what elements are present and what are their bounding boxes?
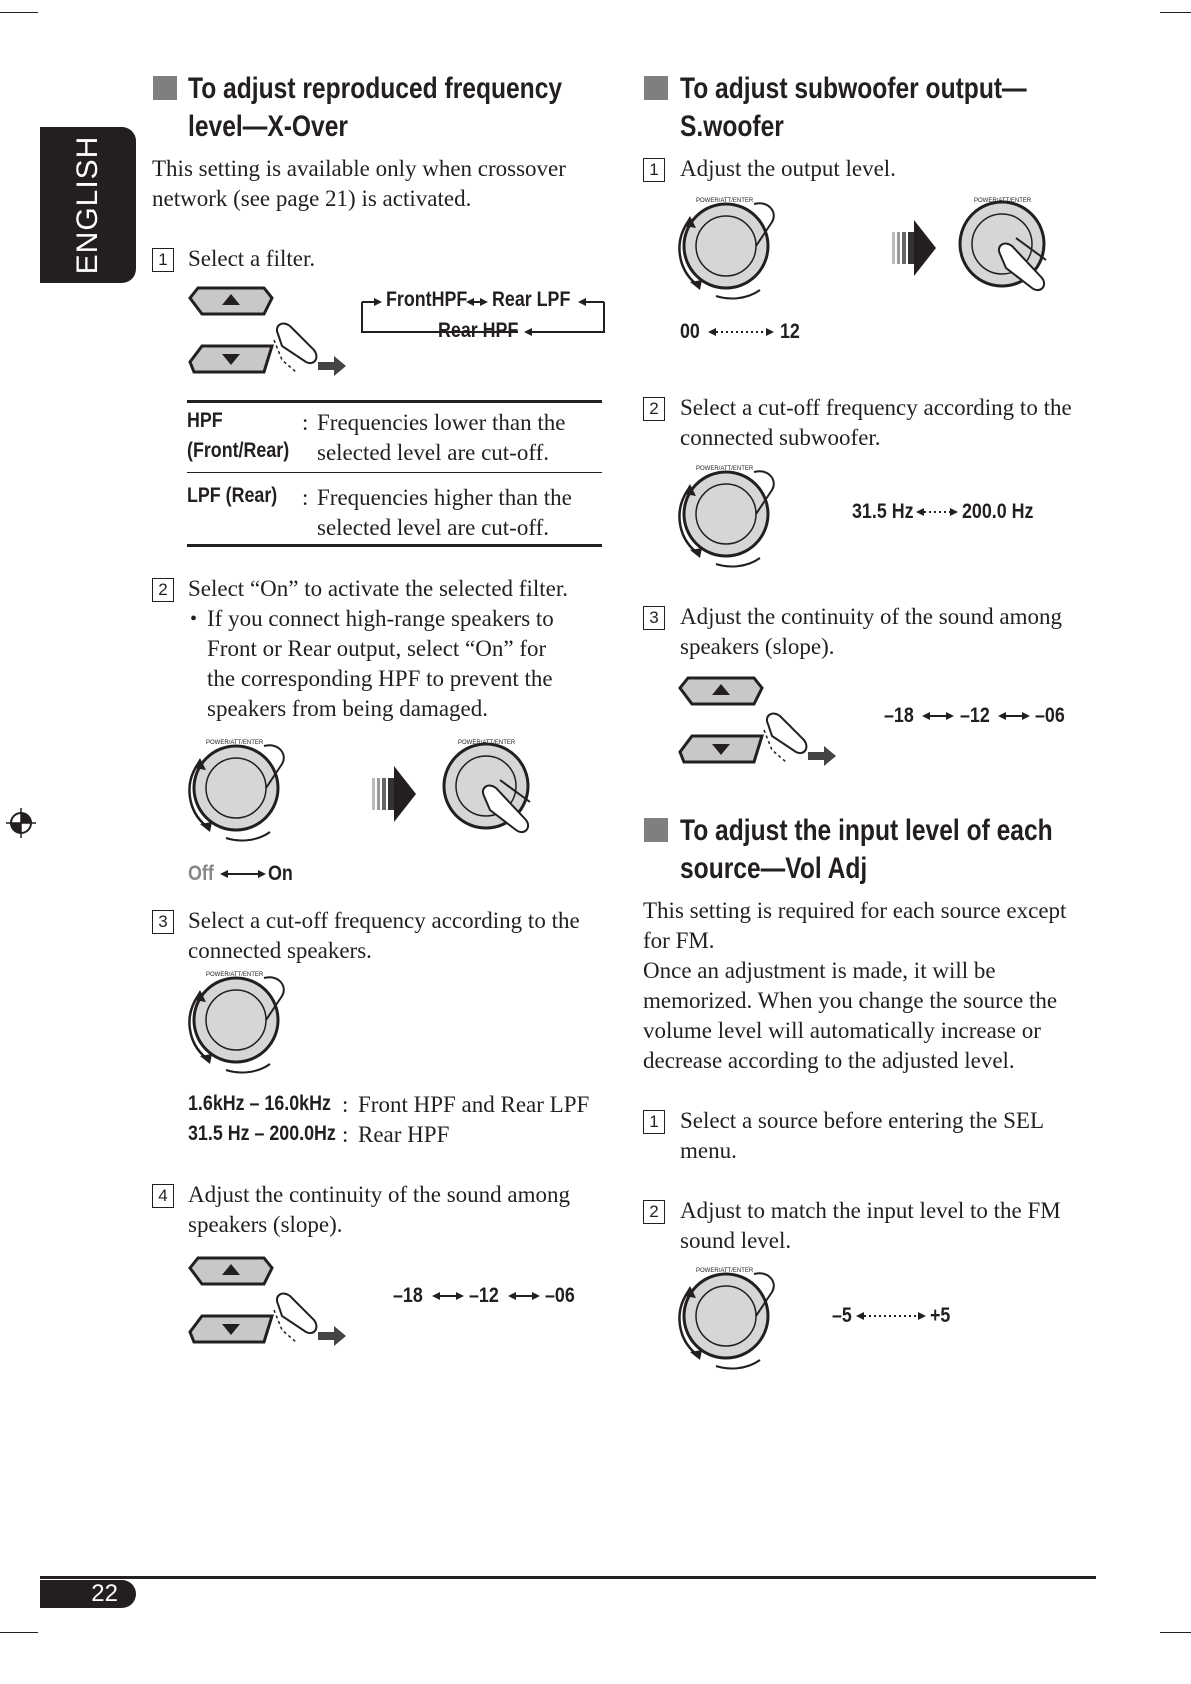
finger-press-icon bbox=[764, 714, 836, 766]
up-down-buttons-illustration bbox=[186, 284, 356, 380]
step-text: Select a filter. bbox=[188, 246, 316, 271]
text-line: selected level are cut-off. bbox=[317, 515, 549, 540]
crop-mark bbox=[1160, 1632, 1191, 1633]
text-line: the corresponding HPF to prevent the bbox=[207, 666, 553, 691]
arrow-right-icon bbox=[372, 764, 420, 830]
double-arrow-dotted-icon bbox=[916, 504, 958, 520]
slope-value: –12 bbox=[469, 1284, 499, 1307]
crop-mark bbox=[0, 1632, 38, 1633]
double-arrow-icon bbox=[508, 1288, 540, 1304]
language-tab bbox=[40, 127, 136, 283]
freq-colon: : bbox=[342, 1092, 349, 1117]
step-number: 1 bbox=[643, 1110, 665, 1134]
step-number: 2 bbox=[152, 578, 174, 602]
slope-value: –18 bbox=[884, 704, 914, 727]
step-number: 2 bbox=[643, 397, 665, 421]
slope-value: –18 bbox=[393, 1284, 423, 1307]
text-line: Adjust to match the input level to the FM bbox=[680, 1198, 1061, 1223]
table-term: (Front/Rear) bbox=[187, 439, 290, 462]
step-number: 3 bbox=[152, 910, 174, 934]
step-text: Select “On” to activate the selected filter. bbox=[188, 576, 568, 601]
rotary-knob-icon bbox=[676, 192, 796, 308]
range-max-label: 200.0 Hz bbox=[962, 500, 1034, 523]
text-line: If you connect high-range speakers to bbox=[207, 606, 554, 631]
table-desc bbox=[317, 483, 572, 543]
crop-mark bbox=[0, 12, 38, 13]
knob-label: POWER/ATT/ENTER bbox=[696, 198, 754, 204]
slope-value: –12 bbox=[960, 704, 990, 727]
cycle-label-fronthpf: FrontHPF bbox=[386, 288, 468, 311]
finger-press-icon bbox=[274, 324, 346, 376]
cycle-label-rearlpf: Rear LPF bbox=[492, 288, 571, 311]
text-line: decrease according to the adjusted level. bbox=[643, 1048, 1015, 1073]
up-button bbox=[680, 678, 762, 704]
voladj-paragraph bbox=[643, 896, 1066, 1076]
bullet-icon: • bbox=[190, 608, 198, 630]
heading-line: source—Vol Adj bbox=[680, 852, 868, 885]
step-text bbox=[680, 1106, 1044, 1166]
text-line: selected level are cut-off. bbox=[317, 440, 549, 465]
double-arrow-icon bbox=[220, 866, 266, 882]
knob-press-icon bbox=[440, 734, 560, 850]
up-down-buttons-illustration bbox=[186, 1254, 356, 1350]
text-line: Adjust the continuity of the sound among bbox=[680, 604, 1063, 629]
text-line: Once an adjustment is made, it will be bbox=[643, 958, 996, 983]
text-line: speakers (slope). bbox=[188, 1212, 343, 1237]
step-text: Adjust the output level. bbox=[680, 156, 896, 181]
text-line: connected subwoofer. bbox=[680, 425, 881, 450]
down-button bbox=[680, 736, 762, 762]
knob-label: POWER/ATT/ENTER bbox=[696, 466, 754, 472]
heading-line: To adjust the input level of each bbox=[680, 814, 1053, 847]
up-button bbox=[190, 288, 272, 314]
text-line: This setting is available only when crossover bbox=[152, 156, 566, 181]
heading-line: To adjust subwoofer output— bbox=[680, 72, 1027, 105]
rotary-knob-icon bbox=[186, 734, 306, 850]
heading-marker bbox=[644, 76, 668, 100]
table-rule bbox=[187, 400, 602, 403]
freq-colon: : bbox=[342, 1122, 349, 1147]
step-text bbox=[680, 393, 1072, 453]
text-line: Frequencies higher than the bbox=[317, 485, 572, 510]
text-line: Front or Rear output, select “On” for bbox=[207, 636, 547, 661]
knob-label: POWER/ATT/ENTER bbox=[974, 198, 1032, 204]
step-number: 1 bbox=[152, 248, 174, 272]
double-arrow-icon bbox=[922, 708, 954, 724]
table-term: LPF (Rear) bbox=[187, 484, 278, 507]
arrow-right-icon bbox=[892, 218, 940, 284]
step-number: 1 bbox=[643, 158, 665, 182]
knob-label: POWER/ATT/ENTER bbox=[206, 740, 264, 746]
section-heading-voladj bbox=[680, 812, 1053, 888]
freq-range: 1.6kHz – 16.0kHz bbox=[188, 1092, 331, 1115]
text-line: Adjust the continuity of the sound among bbox=[188, 1182, 571, 1207]
table-colon: : bbox=[302, 410, 309, 435]
step-number: 3 bbox=[643, 606, 665, 630]
range-on-label: On bbox=[268, 862, 293, 885]
text-line: speakers (slope). bbox=[680, 634, 835, 659]
knob-press-icon bbox=[956, 192, 1076, 308]
crop-mark bbox=[1160, 12, 1191, 13]
step-text bbox=[680, 602, 1062, 662]
text-line: volume level will automatically increase or bbox=[643, 1018, 1041, 1043]
down-button bbox=[190, 346, 272, 372]
rotary-knob-icon bbox=[676, 460, 796, 576]
text-line: Select a cut-off frequency according to the bbox=[680, 395, 1072, 420]
table-rule bbox=[187, 472, 602, 473]
step-text bbox=[680, 1196, 1061, 1256]
text-line: Frequencies lower than the bbox=[317, 410, 566, 435]
range-min-label: 31.5 Hz bbox=[852, 500, 914, 523]
text-line: for FM. bbox=[643, 928, 715, 953]
step-bullet bbox=[207, 604, 554, 724]
double-arrow-icon bbox=[432, 1288, 464, 1304]
finger-press-icon bbox=[274, 1294, 346, 1346]
up-button bbox=[190, 1258, 272, 1284]
heading-marker bbox=[644, 818, 668, 842]
step-number: 2 bbox=[643, 1200, 665, 1224]
double-arrow-dotted-icon bbox=[856, 1308, 926, 1324]
text-line: memorized. When you change the source the bbox=[643, 988, 1058, 1013]
down-button bbox=[190, 1316, 272, 1342]
rotary-knob-icon bbox=[186, 966, 306, 1082]
footer-rule bbox=[40, 1576, 1096, 1579]
xover-intro bbox=[152, 154, 566, 214]
heading-line: level—X-Over bbox=[188, 110, 348, 143]
step-text bbox=[188, 1180, 570, 1240]
text-line: network (see page 21) is activated. bbox=[152, 186, 472, 211]
freq-range: 31.5 Hz – 200.0Hz bbox=[188, 1122, 336, 1145]
cycle-label-rearhpf: Rear HPF bbox=[438, 319, 519, 342]
range-off-label: Off bbox=[188, 862, 214, 885]
section-heading-subwoofer bbox=[680, 70, 1027, 146]
table-term: HPF bbox=[187, 409, 223, 432]
freq-desc: Front HPF and Rear LPF bbox=[358, 1092, 590, 1117]
slope-value: –06 bbox=[545, 1284, 575, 1307]
heading-marker bbox=[153, 76, 177, 100]
page-number: 22 bbox=[40, 1580, 136, 1608]
step-text bbox=[188, 906, 580, 966]
knob-label: POWER/ATT/ENTER bbox=[458, 740, 516, 746]
table-colon: : bbox=[302, 485, 309, 510]
heading-line: S.woofer bbox=[680, 110, 784, 143]
text-line: speakers from being damaged. bbox=[207, 696, 489, 721]
text-line: Select a cut-off frequency according to the bbox=[188, 908, 580, 933]
table-rule bbox=[187, 544, 602, 547]
up-down-buttons-illustration bbox=[676, 674, 846, 770]
freq-desc: Rear HPF bbox=[358, 1122, 450, 1147]
knob-label: POWER/ATT/ENTER bbox=[206, 972, 264, 978]
registration-mark-icon bbox=[6, 808, 36, 838]
table-desc bbox=[317, 408, 565, 468]
section-heading-xover bbox=[188, 70, 562, 146]
range-min-label: 00 bbox=[680, 320, 700, 343]
range-max-label: +5 bbox=[930, 1304, 951, 1327]
knob-label: POWER/ATT/ENTER bbox=[696, 1268, 754, 1274]
range-min-label: –5 bbox=[832, 1304, 852, 1327]
language-label: ENGLISH bbox=[71, 135, 104, 275]
double-arrow-icon bbox=[998, 708, 1030, 724]
text-line: menu. bbox=[680, 1138, 737, 1163]
text-line: Select a source before entering the SEL bbox=[680, 1108, 1045, 1133]
text-line: sound level. bbox=[680, 1228, 792, 1253]
step-number: 4 bbox=[152, 1184, 174, 1208]
double-arrow-dotted-icon bbox=[708, 324, 774, 340]
rotary-knob-icon bbox=[676, 1262, 796, 1378]
range-max-label: 12 bbox=[780, 320, 800, 343]
text-line: connected speakers. bbox=[188, 938, 372, 963]
text-line: This setting is required for each source except bbox=[643, 898, 1067, 923]
slope-value: –06 bbox=[1035, 704, 1065, 727]
heading-line: To adjust reproduced frequency bbox=[188, 72, 563, 105]
